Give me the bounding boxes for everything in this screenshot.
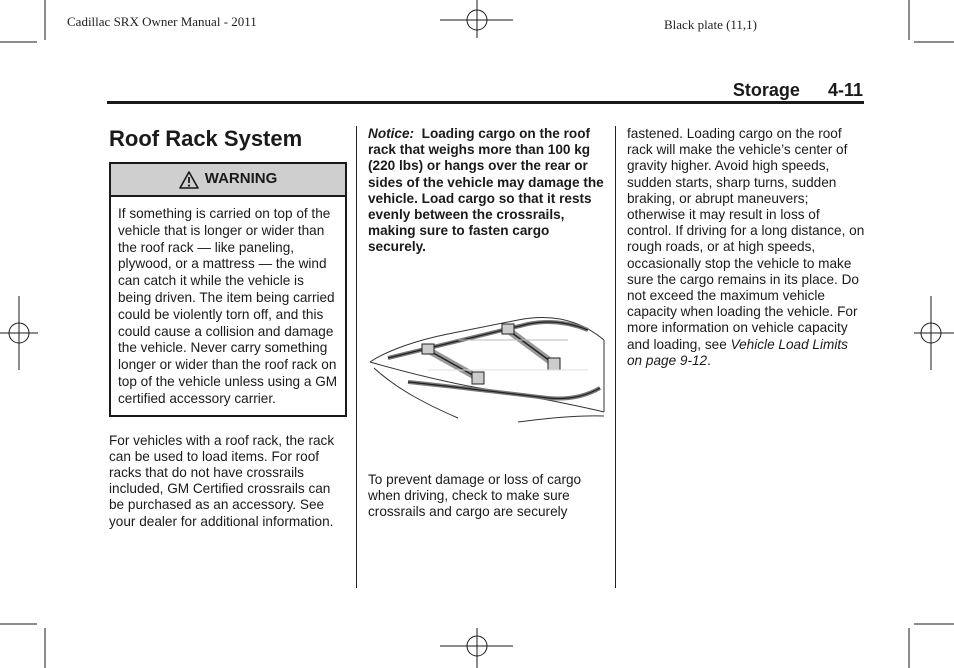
column-1 — [109, 126, 347, 530]
cargo-paragraph-continued — [627, 126, 865, 369]
column-2 — [368, 126, 606, 520]
cargo-paragraph-start: To prevent damage or loss of cargo when driving, check to make sure crossrails and cargo are securely — [368, 472, 582, 520]
column-3 — [627, 126, 865, 369]
warning-box — [109, 162, 347, 417]
warning-label: WARNING — [204, 170, 278, 188]
notice-label: Notice: — [368, 126, 415, 141]
vehicle-load-limits-link[interactable]: Vehicle Load Limits on page 9-12 — [627, 336, 848, 368]
page-number: 4-11 — [827, 80, 863, 100]
cargo-paragraph-text: fastened. Loading cargo on the roof rack will make the vehicle’s center of gravity higher. Avoid high speeds, sudden starts, sharp turns, sudden braking, or abrupt maneuvers; otherwise it may result in loss of control. If driving for a long distance, on rough roads, or at high speeds, occasionally stop the vehicle to make sure the cargo remains in its place. Do not exceed the maximum vehicle capacity when loading the vehicle. For more information on vehicle capacity and loading, see — [627, 126, 865, 352]
warning-header — [111, 164, 345, 197]
page-title: Roof Rack System — [109, 126, 303, 151]
section-name: Storage — [732, 80, 800, 100]
notice-text: Loading cargo on the roof rack that weighs more than 100 kg (220 lbs) or hangs over the rear or sides of the vehicle may damage the vehicle. Load cargo so that it rests evenly between the crossrails, making sure to fasten cargo securely. — [368, 126, 604, 255]
column-divider-2 — [615, 126, 616, 588]
intro-paragraph: For vehicles with a roof rack, the rack can be used to load items. For roof racks that do not have crossrails included, GM Certified crossrails can be purchased as an accessory. See your dealer for additional information. — [109, 432, 335, 529]
plate-label: Black plate (11,1) — [664, 17, 758, 32]
notice-paragraph — [368, 126, 606, 256]
section-header — [733, 80, 863, 101]
column-divider-1 — [356, 126, 357, 588]
document-title: Cadillac SRX Owner Manual - 2011 — [67, 14, 257, 29]
header-rule — [107, 101, 864, 104]
warning-exclamation-icon — [179, 171, 199, 189]
cross-reference-end: . — [707, 352, 711, 368]
warning-text: If something is carried on top of the vehicle that is longer or wider than the roof rack — like paneling, plywood, or a mattress — the wind can catch it while the vehicle is being driven. The item being carried could be violently torn off, and this could cause a collision and damage the vehicle. Never carry something longer or wider than the roof rack on top of the vehicle unless using a GM certified accessory carrier. — [118, 206, 338, 406]
roof-rack-crossrails-illustration — [368, 300, 606, 428]
